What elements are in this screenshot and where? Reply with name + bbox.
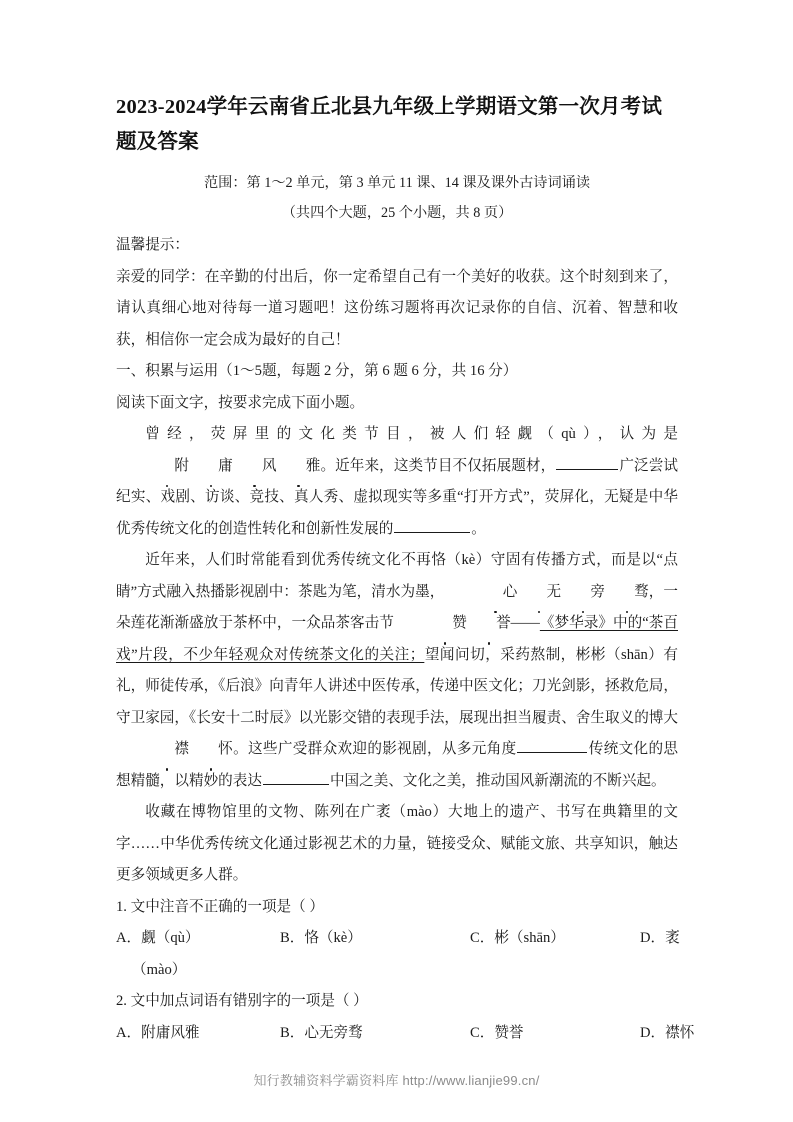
notice-heading: 温馨提示： bbox=[116, 237, 189, 253]
question-1-stem bbox=[116, 892, 678, 924]
emphasis-zanyu: 赞 誉 bbox=[394, 608, 511, 640]
question-1-option-d[interactable]: D．袤 bbox=[640, 930, 680, 946]
question-1-option-b[interactable]: B．恪（kè） bbox=[280, 930, 362, 946]
fill-blank-2[interactable] bbox=[394, 518, 470, 533]
passage-p2-part-d: 望闻问切，采药熬制，彬彬（shān）有礼，师徒传承，《后浪》向青年人讲述中医传承，传递中医文化；刀光剑影，拯救危局，守卫家园，《长安十二时辰》以光影交错的表现手法，展现出担当履责、舍生取义的博大 bbox=[116, 646, 678, 726]
passage-p1-part-a: 曾经，荧屏里的文化类节目，被人们轻觑（qù），认为是 bbox=[145, 426, 678, 442]
passage-p2-part-a: 近年来，人们时常能看到优秀传统文化不再恪（kè）守固有传播方式，而是以“点睛”方式融入热播影视剧中：茶匙为笔，清水为墨， bbox=[116, 552, 678, 600]
fill-blank-3[interactable] bbox=[517, 738, 587, 753]
passage-p2-part-c: —— bbox=[510, 615, 540, 631]
notice-body: 亲爱的同学：在辛勤的付出后，你一定希望自己有一个美好的收获。这个时刻到来了，请认真细心地对待每一道习题吧！这份练习题将再次记录你的自信、沉着、智慧和收获，相信你一定会成为最好的自己！ bbox=[116, 268, 678, 348]
question-2-options bbox=[116, 1018, 695, 1050]
emphasis-jinhuai: 襟 怀 bbox=[116, 734, 233, 766]
passage-p1-part-c: 广泛尝试纪实、戏剧、访谈、竞技、真人秀、虚拟现实等多重“打开方式”，荧屏化，无疑是中华优秀传统文化的创造性转化和创新性发展的 bbox=[116, 457, 678, 537]
question-2-option-d[interactable]: D．襟怀 bbox=[640, 1024, 695, 1041]
fill-blank-4[interactable] bbox=[263, 770, 329, 785]
section-one-instruction: 阅读下面文字，按要求完成下面小题。 bbox=[116, 394, 365, 411]
question-2-text: 文中加点词语有错别字的一项是（ ） bbox=[130, 993, 368, 1009]
question-1-option-c[interactable]: C．彬（shān） bbox=[470, 930, 565, 946]
section-one-heading: 一、积累与运用（1～5题，每题 2 分，第 6 题 6 分，共 16 分） bbox=[116, 363, 518, 379]
question-2-option-b[interactable]: B．心无旁骛 bbox=[280, 1024, 363, 1041]
page-title: 2023-2024学年云南省丘北县九年级上学期语文第一次月考试题及答案 bbox=[116, 96, 663, 153]
page-content bbox=[116, 90, 695, 1049]
question-2-option-a[interactable]: A．附庸风雅 bbox=[116, 1024, 200, 1041]
footer-watermark: 知行教辅资料学霸资料库 http://www.lianjie99.cn/ bbox=[253, 1073, 540, 1088]
passage-p1-part-b: 。近年来，这类节目不仅拓展题材， bbox=[320, 457, 556, 474]
question-2-number: 2. bbox=[116, 993, 127, 1009]
passage-p2-part-e: 。这些广受群众欢迎的影视剧，从多元角度 bbox=[232, 741, 517, 757]
subtitle-count: （共四个大题，25 个小题，共 8 页） bbox=[281, 205, 513, 221]
question-1-text: 文中注音不正确的一项是（ ） bbox=[130, 898, 324, 915]
emphasis-fuyongfengya: 附 庸 风 雅 bbox=[116, 451, 320, 483]
fill-blank-1[interactable] bbox=[556, 455, 618, 470]
passage-paragraph-2 bbox=[116, 545, 678, 797]
subtitle-scope: 范围：第 1～2 单元，第 3 单元 11 课、14 课及课外古诗词诵读 bbox=[203, 175, 591, 191]
emphasis-xinwupangwu: 心 无 旁 骛 bbox=[444, 577, 648, 609]
passage-paragraph-3: 收藏在博物馆里的文物、陈列在广袤（mào）大地上的遗产、书写在典籍里的文字……中华优秀传统文化通过影视艺术的力量，链接受众、赋能文旅、共享知识，触达更多领域更多人群。 bbox=[116, 804, 678, 883]
passage-paragraph-1 bbox=[116, 419, 678, 545]
passage-p2-part-f: 传统文化的思想精髓，以精妙的表达 bbox=[116, 741, 678, 789]
question-1-option-a[interactable]: A．觑（qù） bbox=[116, 930, 200, 946]
question-1-options bbox=[116, 923, 678, 955]
question-1-option-d-continuation: （mào） bbox=[132, 961, 187, 978]
question-2-option-c[interactable]: C．赞誉 bbox=[470, 1024, 524, 1041]
passage-p2-part-g: 中国之美、文化之美，推动国风新潮流的不断兴起。 bbox=[329, 772, 666, 789]
question-1-number: 1. bbox=[116, 898, 127, 915]
question-2-stem bbox=[116, 986, 678, 1018]
passage-p1-part-d: 。 bbox=[471, 520, 486, 537]
underlined-run-menghualu: 《梦华录》中的“茶百戏”片段，不少年轻观众对传统茶文化的关注； bbox=[116, 615, 678, 663]
passage-p2-part-b: ，一朵莲花渐渐盛放于茶杯中，一众品茶客击节 bbox=[116, 583, 678, 631]
